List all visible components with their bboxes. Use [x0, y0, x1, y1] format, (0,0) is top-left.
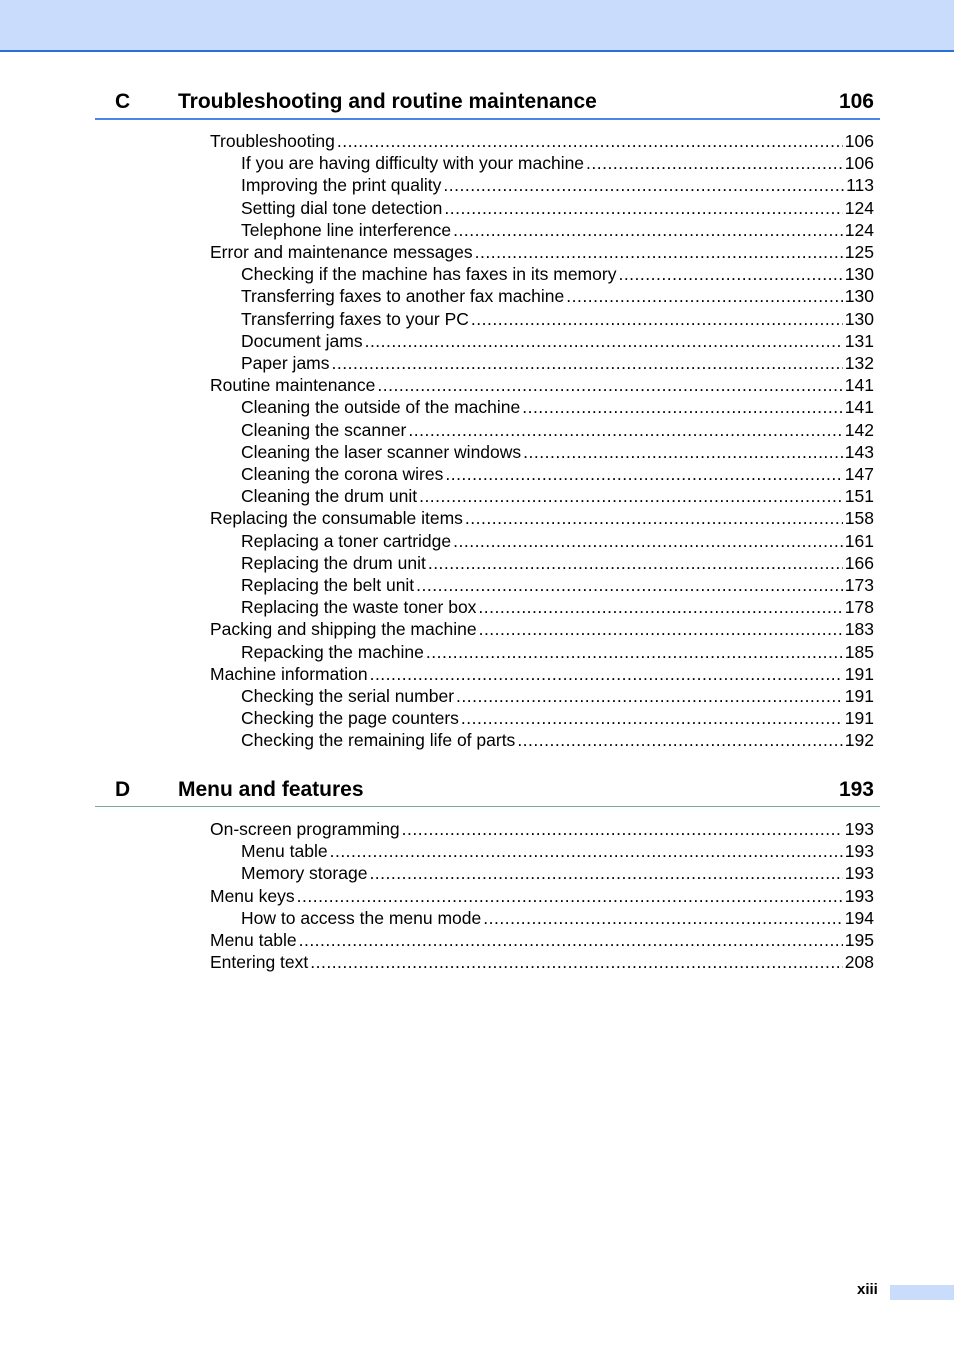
toc-entry-page: 192	[844, 730, 874, 751]
dot-leader	[408, 419, 842, 441]
toc-entry[interactable]	[241, 396, 874, 418]
page-number: xiii	[857, 1281, 878, 1298]
toc-entry-page: 141	[844, 375, 874, 396]
toc-entry[interactable]	[210, 507, 874, 529]
toc-entry-label: Document jams	[241, 330, 363, 351]
dot-leader	[618, 263, 842, 285]
toc-entry-label: Replacing the consumable items	[210, 508, 463, 529]
toc-entry-page: 130	[844, 264, 874, 285]
toc-entry-label: Troubleshooting	[210, 131, 335, 151]
toc-entry-label: Replacing the drum unit	[241, 552, 426, 573]
toc-entry-page: 183	[844, 619, 874, 640]
toc-entry[interactable]	[210, 130, 874, 152]
toc-entry-page: 151	[844, 486, 874, 507]
dot-leader	[566, 285, 843, 307]
toc-entry-label: Cleaning the drum unit	[241, 486, 418, 507]
toc-entry-page: 161	[844, 530, 874, 551]
toc-entry-label: Checking the page counters	[241, 708, 459, 729]
dot-leader	[483, 907, 843, 929]
toc-entry-label: Checking the serial number	[241, 686, 455, 706]
toc-entry[interactable]	[210, 618, 874, 640]
dot-leader	[523, 441, 843, 463]
toc-entry[interactable]	[241, 907, 874, 929]
toc-entry[interactable]	[241, 596, 874, 618]
toc-entry[interactable]	[241, 463, 874, 485]
toc-entry-label: How to access the menu mode	[241, 907, 482, 928]
toc-entry-label: Machine information	[210, 663, 368, 684]
toc-entry-page: 106	[844, 153, 874, 174]
toc-entry-label: Memory storage	[241, 863, 368, 884]
toc-entry-page: 208	[844, 952, 874, 973]
dot-leader	[445, 463, 842, 485]
toc-entry-label: On-screen programming	[210, 819, 400, 839]
toc-entry-page: 113	[846, 175, 874, 196]
toc-entry-page: 193	[844, 863, 874, 884]
dot-leader	[517, 729, 842, 751]
toc-entry-page: 194	[844, 907, 874, 928]
toc-entry-page: 191	[844, 686, 874, 706]
toc-entry-page: 131	[844, 330, 874, 351]
toc-entry-page: 178	[844, 597, 874, 618]
toc-entry-page: 185	[844, 641, 874, 662]
toc-entry[interactable]	[210, 929, 874, 951]
dot-leader	[471, 308, 843, 330]
toc-entry[interactable]	[241, 285, 874, 307]
section-header-c	[95, 90, 880, 120]
dot-leader	[310, 951, 843, 973]
dot-leader	[297, 885, 843, 907]
toc-entry[interactable]	[241, 840, 874, 862]
toc-entry-label: Cleaning the corona wires	[241, 464, 444, 484]
toc-entry-label: Replacing the belt unit	[241, 575, 415, 595]
toc-entry-label: Telephone line interference	[241, 219, 452, 240]
toc-entry-label: Error and maintenance messages	[210, 242, 473, 262]
dot-leader	[465, 507, 843, 529]
toc-entry-page: 173	[844, 575, 874, 595]
toc-entry-label: If you are having difficulty with your machine	[241, 153, 585, 174]
toc-entry[interactable]	[241, 641, 874, 663]
toc-entry-page: 130	[844, 308, 874, 329]
dot-leader	[479, 618, 843, 640]
toc-entry-page: 142	[844, 419, 874, 440]
dot-leader	[416, 574, 843, 596]
toc-entry[interactable]	[241, 707, 874, 729]
toc-entry-page: 158	[844, 508, 874, 529]
toc-entry[interactable]	[241, 308, 874, 330]
section-page: 193	[838, 778, 874, 801]
dot-leader	[522, 396, 843, 418]
section-header-d	[95, 778, 880, 807]
toc-entry-label: Menu table	[241, 841, 328, 862]
toc-entry-label: Checking the remaining life of parts	[241, 730, 516, 751]
section-letter: D	[115, 778, 131, 801]
toc-entry[interactable]	[241, 330, 874, 352]
dot-leader	[453, 530, 843, 552]
toc-entry-label: Setting dial tone detection	[241, 197, 443, 218]
toc-entry[interactable]	[241, 352, 874, 374]
toc-entry-page: 124	[844, 197, 874, 218]
section-title: Troubleshooting and routine maintenance	[178, 90, 597, 113]
dot-leader	[332, 352, 843, 374]
toc-entry[interactable]	[241, 729, 874, 751]
toc-entry-label: Menu table	[210, 930, 297, 950]
toc-entry-label: Transferring faxes to another fax machine	[241, 286, 565, 307]
dot-leader	[299, 929, 843, 951]
toc-entry-label: Routine maintenance	[210, 375, 376, 396]
dot-leader	[478, 596, 842, 618]
dot-leader	[365, 330, 843, 352]
dot-leader	[444, 197, 842, 219]
toc-entry[interactable]	[210, 374, 874, 396]
toc-entry-label: Packing and shipping the machine	[210, 619, 477, 640]
section-letter: C	[115, 90, 131, 113]
toc-entry-page: 191	[844, 663, 874, 684]
toc-entry[interactable]	[210, 241, 874, 263]
toc-entry-page: 147	[844, 464, 874, 484]
dot-leader	[456, 685, 843, 707]
toc-entry-page: 130	[844, 286, 874, 307]
dot-leader	[330, 840, 843, 862]
footer-band	[890, 1285, 954, 1300]
toc-entry[interactable]	[241, 485, 874, 507]
toc-entry[interactable]	[241, 219, 874, 241]
toc-entry[interactable]	[241, 174, 874, 196]
toc-entry-page: 141	[844, 397, 874, 418]
toc-entry[interactable]	[241, 862, 874, 884]
toc-entry-label: Paper jams	[241, 353, 330, 373]
toc-entry-label: Checking if the machine has faxes in its memory	[241, 264, 617, 285]
toc-entry[interactable]	[210, 885, 874, 907]
dot-leader	[428, 552, 843, 574]
toc-entry-label: Entering text	[210, 952, 309, 973]
toc-entry-page: 132	[844, 353, 874, 373]
toc-entry[interactable]	[241, 552, 874, 574]
dot-leader	[475, 241, 843, 263]
toc-entry[interactable]	[241, 419, 874, 441]
dot-leader	[419, 485, 843, 507]
toc-entry-page: 193	[844, 841, 874, 862]
section-title: Menu and features	[178, 778, 364, 801]
toc-entry-label: Menu keys	[210, 885, 295, 906]
toc-entry-label: Cleaning the laser scanner windows	[241, 441, 522, 462]
toc-entry[interactable]	[241, 152, 874, 174]
dot-leader	[369, 862, 842, 884]
toc-entry-page: 193	[844, 885, 874, 906]
toc-entry[interactable]	[241, 441, 874, 463]
toc-entry-page: 191	[844, 708, 874, 729]
dot-leader	[402, 818, 843, 840]
toc-entry-page: 193	[844, 819, 874, 839]
toc-entry-page: 125	[844, 242, 874, 262]
dot-leader	[461, 707, 843, 729]
dot-leader	[586, 152, 843, 174]
toc-entry[interactable]	[241, 574, 874, 596]
toc-entry-page: 124	[844, 219, 874, 240]
toc-entry-label: Transferring faxes to your PC	[241, 308, 469, 329]
toc-entry-page: 195	[844, 930, 874, 950]
toc-entry-label: Cleaning the outside of the machine	[241, 397, 521, 418]
toc-entry[interactable]	[210, 951, 874, 973]
header-band	[0, 0, 954, 52]
toc-entry-page: 106	[844, 131, 874, 151]
toc-entry[interactable]	[210, 663, 874, 685]
toc-entry[interactable]	[241, 197, 874, 219]
toc-entry-label: Replacing a toner cartridge	[241, 530, 452, 551]
toc-entry-label: Improving the print quality	[241, 175, 442, 196]
toc-entry[interactable]	[241, 685, 874, 707]
dot-leader	[426, 641, 843, 663]
dot-leader	[443, 174, 844, 196]
toc-entry[interactable]	[210, 818, 874, 840]
toc-entry[interactable]	[241, 530, 874, 552]
toc-entry-page: 143	[844, 441, 874, 462]
dot-leader	[453, 219, 843, 241]
dot-leader	[337, 130, 843, 152]
toc-entry-page: 166	[844, 552, 874, 573]
section-page: 106	[838, 90, 874, 113]
dot-leader	[370, 663, 843, 685]
toc-entry-label: Replacing the waste toner box	[241, 597, 477, 618]
toc-entry-label: Cleaning the scanner	[241, 419, 407, 440]
dot-leader	[377, 374, 842, 396]
toc-entry[interactable]	[241, 263, 874, 285]
toc-entry-label: Repacking the machine	[241, 641, 424, 662]
